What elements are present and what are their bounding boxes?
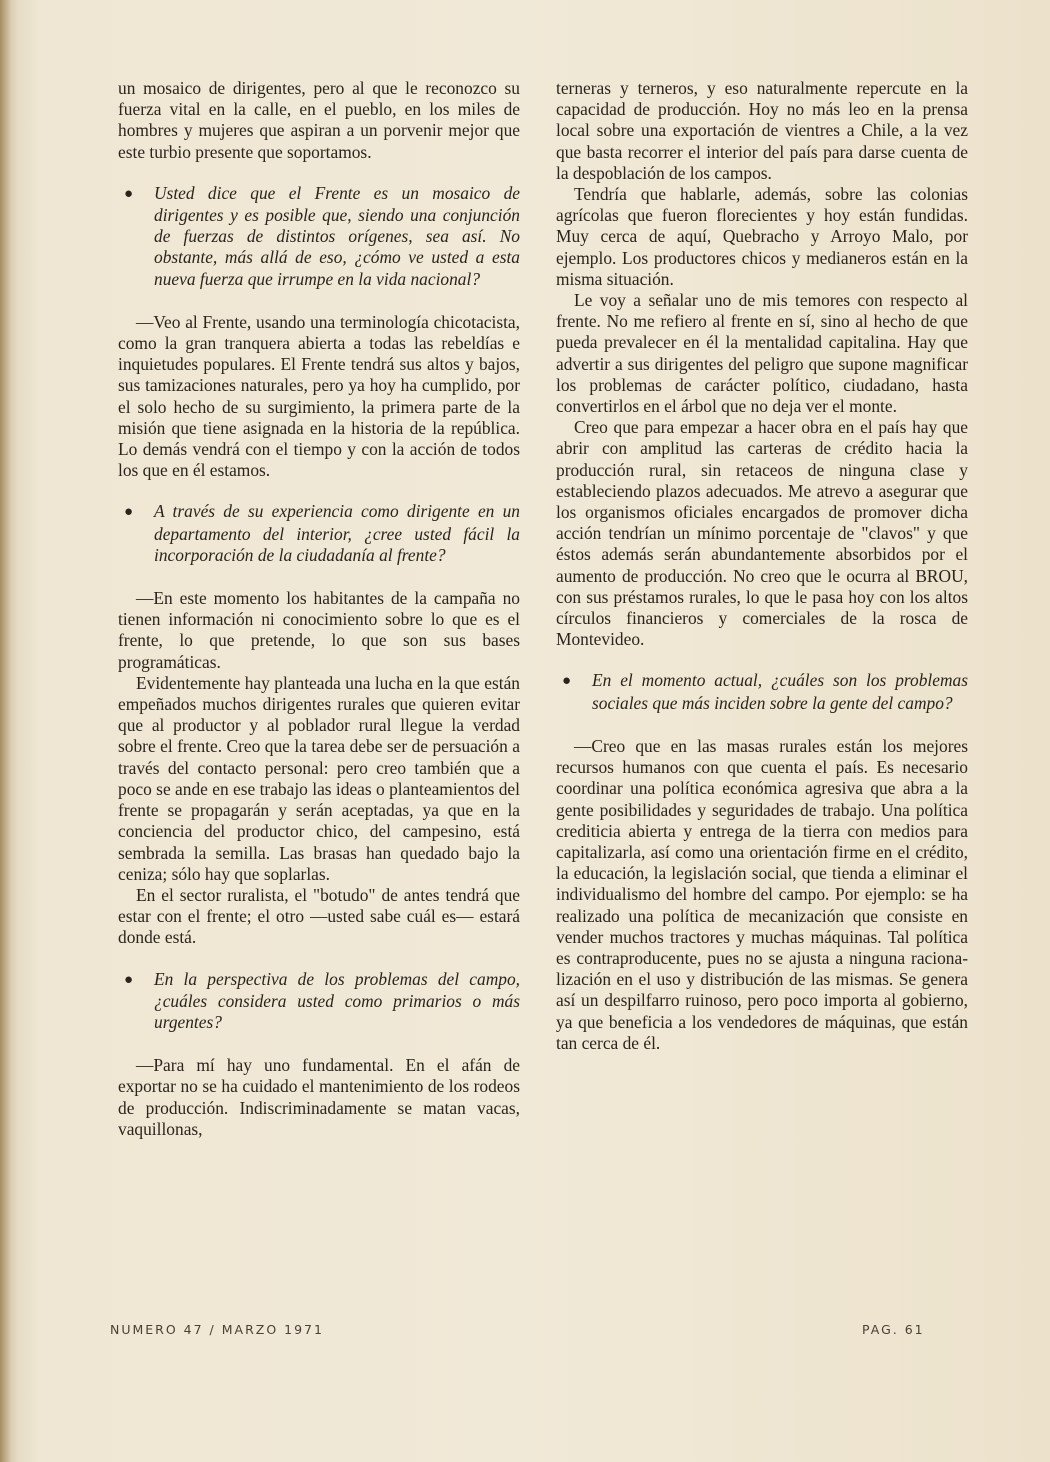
paragraph: Creo que para empezar a hacer obra en el país hay que abrir con amplitud las carteras de crédito hacia la producción rural, sin retaceos de ninguna clase y estableciendo plazos adecuados. Me atrevo a asegurar que los organismos oficiales encargados de promover dicha acción tendrían un mínimo porcentaje de "clavos" y que éstos además serán abundantemente absorbidos por el aumento de producción. No creo que le ocurra al BROU, con sus préstamos rurales, lo que le pasa hoy con los altos círculos financieros y comerciales de la rosca de Montevideo. <box>556 417 968 650</box>
interview-answer: —Para mí hay uno fundamental. En el afán de exportar no se ha cuidado el mantenimiento de los rodeos de producción. Indiscriminadamente se matan vacas, vaquillonas, <box>118 1055 520 1139</box>
paragraph: Evidentemente hay planteada una lucha en la que están empeñados muchos dirigentes rurales que quieren evitar que al productor y al poblador rural llegue la verdad sobre el frente. Creo que la tarea debe ser de persuación a través del contacto personal: pero creo también que a poco se ande en ese trabajo las ideas o planteamientos del frente se propagarán y serán aceptadas, ya que en la conciencia del productor chico, del campesino, está sembrada la semilla. Las brasas han quedado bajo la ceniza; sólo hay que soplarlas. <box>118 672 520 884</box>
bullet-icon: ● <box>562 673 572 690</box>
paragraph: un mosaico de dirigentes, pero al que le reconozco su fuerza vital en la calle, en el pueblo, en los miles de hombres y mujeres que aspiran a un porvenir mejor que este turbio presente que soportamos. <box>118 78 520 162</box>
paragraph: En el sector ruralista, el "botudo" de antes tendrá que estar con el frente; el otro —usted sabe cuál es— estará donde está. <box>118 884 520 948</box>
left-column <box>118 78 520 1140</box>
page-number: PAG. 61 <box>862 1322 925 1337</box>
bullet-icon: ● <box>124 971 134 988</box>
interview-answer: —En este momento los habitantes de la campaña no tienen información ni conocimiento sobre lo que es el frente, lo que pretende, lo que son sus bases programáticas. <box>118 588 520 672</box>
paragraph: Tendría que hablarle, además, sobre las colonias agrícolas que fueron florecientes y hoy están fundidas. Muy cerca de aquí, Quebracho y Arroyo Malo, por ejemplo. Los productores chicos y medianeros están en la misma situación. <box>556 184 968 289</box>
interview-answer: —Creo que en las masas rurales están los mejores recursos humanos con que cuenta el país. Es necesario coordinar una política económica agresiva que abra a la gente posibilidades y seguridades de trabajo. Una política crediticia abierta y entrega de la tierra con medios para capitalizarla, así como una orientación firme en el crédito, la educación, la legislación social, que tienda a eliminar el individualismo del hombre del campo. Por ejemplo: se ha realizado una política de mecanización que consiste en vender muchos tractores y muchas máquinas. Tal política es contraproducente, pues no se ajusta a ninguna racionalización en el uso y distribución de las mismas. Se genera así un despilfarro ruinoso, pero poco importa al gobierno, ya que beneficia a los vendedores de máquinas, que están tan cerca de él. <box>556 735 968 1053</box>
issue-footer: NUMERO 47 / MARZO 1971 <box>110 1322 324 1337</box>
bullet-icon: ● <box>124 185 134 202</box>
interview-question: ● Usted dice que el Frente es un mosaico de dirigentes y es posible que, siendo una conjunción de fuerzas de distintos orígenes, sea así. No obstante, más allá de eso, ¿cómo ve usted a esta nueva fuerza que irrumpe en la vida nacional? <box>118 183 520 290</box>
page-spine-shadow <box>0 0 10 1462</box>
interview-question: ● En el momento actual, ¿cuáles son los problemas sociales que más inciden sobre la gente del campo? <box>556 670 968 713</box>
interview-answer: —Veo al Frente, usando una terminología chicotacista, como la gran tranquera abierta a todas las rebeldías e inquietudes populares. El Frente tendrá sus altos y bajos, sus tamizaciones naturales, pero ya hoy ha cumplido, por el solo hecho de su surgimiento, la primera parte de la misión que tiene asignada en la historia de la república. Lo demás vendrá con el tiempo y con la acción de todos los que en él estamos. <box>118 311 520 481</box>
paragraph: terneras y terneros, y eso naturalmente repercute en la capacidad de producción. Hoy no más leo en la prensa local sobre una exportación de vientres a Chile, a la vez que basta recorrer el interior del país para darse cuenta de la despoblación de los campos. <box>556 78 968 183</box>
paragraph: Le voy a señalar uno de mis temores con respecto al frente. No me refiero al frente en sí, sino al hecho de que pueda prevalecer en él la mentalidad capitalina. Hay que advertir a sus dirigentes del peligro que supone magnificar los problemas de carácter político, ciudadano, hasta convertirlos en el árbol que no deja ver el monte. <box>556 290 968 417</box>
right-column <box>556 78 968 1054</box>
bullet-icon: ● <box>124 504 134 521</box>
interview-question: ● A través de su experiencia como dirigente en un departamento del interior, ¿cree usted fácil la incorporación de la ciudadanía al frente? <box>118 501 520 566</box>
interview-question: ● En la perspectiva de los problemas del campo, ¿cuáles considera usted como primarios o más urgentes? <box>118 969 520 1034</box>
